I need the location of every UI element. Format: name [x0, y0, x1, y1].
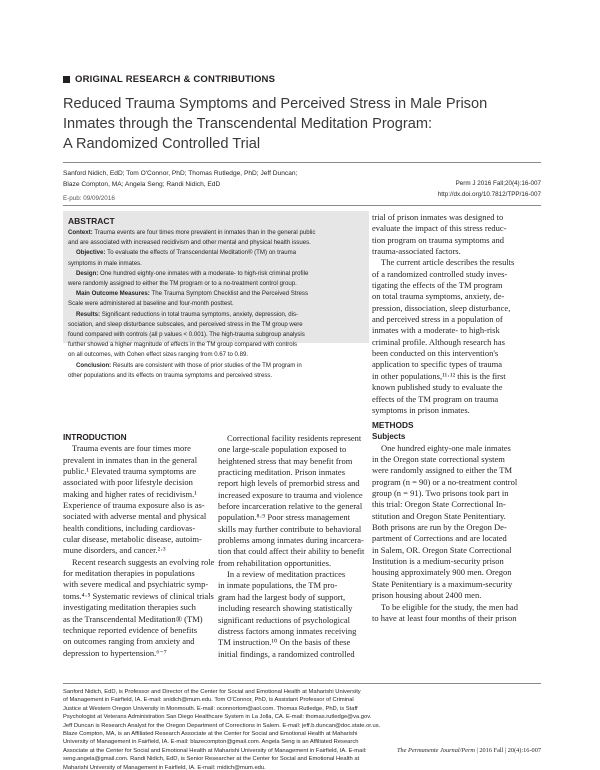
article-title: [63, 94, 543, 154]
text-line: tion program on trauma symptoms and: [372, 234, 504, 245]
text-line: practicing meditation. Prison inmates: [218, 467, 346, 478]
subjects-body: [372, 443, 542, 625]
text-line: seng.angela@gmail.com. Randi Nidich, EdD, is Senior Researcher at the Center for Social and Emotional Health at: [63, 756, 360, 763]
text-line: inmates with a moderate- to high-risk: [372, 325, 500, 336]
abstract-text: One hundred eighty-one inmates with a moderate- to high-risk criminal profile: [100, 269, 309, 277]
text-line: Justice at Western Oregon University in Monmouth. E-mail: oconnortom@aol.com. Thomas Rutledge, PhD, is Staff: [63, 705, 358, 712]
text-line: Both prisons are run by the Oregon De-: [372, 522, 507, 533]
text-line: Associate at the Center for Social and Emotional Health at Maharishi University of Management in Fairfield, IA. E-mail:: [63, 747, 367, 754]
abstract-text: symptoms in male inmates.: [68, 259, 142, 267]
text-line: increased exposure to trauma and violence: [218, 489, 363, 500]
section-label-text: ORIGINAL RESEARCH & CONTRIBUTIONS: [75, 74, 276, 85]
abstract-line: [68, 279, 363, 289]
abstract-text: Results are consistent with those of prior studies of the TM program in: [112, 361, 302, 369]
author-line: Blaze Compton, MA; Angela Seng; Randi Nidich, EdD: [63, 181, 221, 188]
text-line: program (n = 90) or a no-treatment control: [372, 476, 518, 487]
text-line: of a randomized controlled study inves-: [372, 268, 508, 279]
text-line: Correctional facility residents represent: [227, 433, 362, 443]
section-square-icon: [63, 76, 70, 83]
text-line: criminal profile. Although research has: [372, 336, 505, 347]
text-line: TM instruction.¹⁰ On the basis of these: [218, 637, 351, 648]
text-line: from rehabilitation opportunities.: [218, 557, 332, 568]
footer-journal: The Permanente Journal/Perm: [396, 747, 475, 754]
abstract-label: Main Outcome Measures:: [76, 290, 152, 298]
abstract-line: [68, 340, 363, 350]
text-line: public.¹ Elevated trauma symptoms are: [63, 466, 197, 477]
page-footer: [397, 747, 541, 754]
text-line: initial findings, a randomized controlled: [218, 648, 355, 659]
abstract-box: [63, 211, 369, 379]
text-line: application to specific types of trauma: [372, 359, 503, 370]
title-line: Inmates through the Transcendental Meditation Program:: [63, 116, 433, 132]
abstract-text: other populations and its effects on trauma symptoms and perceived stress.: [68, 371, 273, 379]
text-line: significant reductions of psychological: [218, 614, 350, 625]
text-line: as the Transcendental Meditation® (TM): [63, 613, 203, 624]
abstract-line: [68, 371, 363, 381]
text-line: pression, dissociation, sleep disturbance,: [372, 302, 511, 313]
text-line: in Salem, OR. Oregon State Correctional: [372, 544, 512, 555]
text-line: partment of Corrections and are located: [372, 533, 507, 544]
text-line: symptoms in prison inmates.: [372, 404, 470, 415]
text-line: mune disorders, and cancer.²·³: [63, 545, 166, 556]
title-line: Reduced Trauma Symptoms and Perceived Stress in Male Prison: [63, 96, 488, 112]
abstract-text: Scale were administered at baseline and four-month posttest.: [68, 300, 234, 308]
abstract-label: Results:: [76, 310, 102, 318]
abstract-line: [68, 259, 363, 269]
text-line: associated with poor lifestyle decision: [63, 477, 193, 488]
abstract-line: [68, 330, 363, 340]
text-line: Maharishi University of Management in Fairfield, IA. E-mail: rnidich@mum.edu.: [63, 764, 266, 770]
abstract-line: [68, 238, 363, 248]
text-line: population.⁸·⁹ Poor stress management: [218, 512, 350, 523]
footer-issue: | 2016 Fall | 20(4):16-007: [474, 747, 541, 754]
text-line: been conducted on this intervention's: [372, 348, 499, 359]
text-line: housing approximately 900 men. Oregon: [372, 567, 512, 578]
divider: [63, 162, 541, 163]
abstract-line: [68, 320, 363, 330]
text-line: Jeff Duncan is Research Analyst for the Oregon Department of Corrections in Salem. E-mail: jeff.b.duncan@doc.state.or.us.: [63, 722, 381, 729]
citation: [438, 179, 541, 200]
text-line: One hundred eighty-one male inmates: [381, 442, 511, 453]
abstract-text: and are associated with increased recidivism and other mental and physical health issues.: [68, 239, 311, 247]
text-line: known published study to evaluate the: [372, 382, 503, 393]
abstract-text: found compared with controls (all p values < 0.001). The high-trauma subgroup analysis: [68, 331, 305, 339]
text-line: this trial: Oregon State Correctional In-: [372, 499, 506, 510]
title-line: A Randomized Controlled Trial: [63, 136, 261, 152]
text-line: group (n = 91). Two prisons took part in: [372, 488, 509, 499]
text-line: for meditation therapies in populations: [63, 568, 195, 579]
abstract-line: [68, 361, 363, 371]
text-line: health conditions, including cardiovas-: [63, 522, 196, 533]
text-line: one large-scale population exposed to: [218, 444, 347, 455]
citation-doi: http://dx.doi.org/10.7812/TPP/16-007: [437, 190, 541, 198]
text-line: Blaze Compton, MA, is an Affiliated Research Associate at the Center for Social and Emotional Health at Maharishi: [63, 731, 358, 738]
text-line: prison housing about 2400 men.: [372, 590, 482, 601]
text-line: University of Management in Fairfield, IA. E-mail: blazecompton@gmail.com. Angela Seng is an Affiliated Research: [63, 739, 359, 746]
abstract-text: on all outcomes, with Cohen effect sizes ranging from 0.67 to 0.89.: [68, 351, 249, 359]
author-line: Sanford Nidich, EdD; Tom O'Connor, PhD; Thomas Rutledge, PhD; Jeff Duncan;: [63, 170, 298, 177]
right-column-top: [372, 212, 542, 416]
text-line: trial of prison inmates was designed to: [372, 212, 504, 222]
abstract-heading: ABSTRACT: [68, 216, 115, 226]
text-line: heightened stress that may benefit from: [218, 455, 353, 466]
text-line: Experience of trauma exposure also is as-: [63, 500, 205, 511]
abstract-label: Conclusion:: [76, 361, 113, 369]
text-line: in other populations,¹¹·¹² this is the first: [372, 370, 506, 381]
text-line: including research showing statistically: [218, 603, 353, 614]
text-line: sociated with adverse mental and physical: [63, 511, 207, 522]
abstract-text: The Trauma Symptom Checklist and the Perceived Stress: [151, 290, 308, 298]
text-line: tion that could affect their ability to benefit: [218, 546, 365, 557]
text-line: Recent research suggests an evolving role: [72, 556, 215, 567]
text-line: in the Oregon state correctional system: [372, 454, 505, 465]
text-line: investigating meditation therapies such: [63, 602, 196, 613]
middle-column: [218, 433, 368, 660]
text-line: toms.⁴·⁵ Systematic reviews of clinical trials: [63, 590, 214, 601]
abstract-line: [68, 269, 363, 279]
text-line: in inmate populations, the TM pro-: [218, 580, 338, 591]
methods-heading: METHODS: [372, 420, 414, 430]
text-line: Sanford Nidich, EdD, is Professor and Director of the Center for Social and Emotional Health at Maharishi University: [63, 689, 361, 695]
text-line: evaluate the impact of this stress reduc-: [372, 223, 507, 234]
divider: [63, 205, 541, 206]
text-line: on outcomes ranging from anxiety and: [63, 636, 195, 647]
abstract-line: [68, 350, 363, 360]
text-line: with severe medical and psychiatric symp-: [63, 579, 209, 590]
introduction-heading: INTRODUCTION: [63, 432, 127, 442]
text-line: depression to hypertension.⁶⁻⁷: [63, 647, 167, 658]
introduction-section: [63, 432, 213, 659]
methods-section: [372, 420, 542, 624]
text-line: effects of the TM program on trauma: [372, 393, 499, 404]
abstract-text: Significant reductions in total trauma symptoms, anxiety, depression, dis-: [101, 310, 299, 318]
text-line: making and higher rates of recidivism.¹: [63, 488, 197, 499]
abstract-line: [68, 248, 363, 258]
abstract-text: further showed a higher magnitude of effects in the TM group compared with controls: [68, 341, 298, 349]
text-line: skills may further contribute to behavioral: [218, 523, 362, 534]
text-line: distress factors among inmates receiving: [218, 625, 357, 636]
text-line: Psychologist at Veterans Administration San Diego Healthcare System in La Jolla, CA. E-mail: thomas.rutledge@va.gov.: [63, 714, 372, 721]
text-line: tigating the effects of the TM program: [372, 280, 503, 291]
text-line: To be eligible for the study, the men had: [381, 601, 518, 612]
text-line: and perceived stress in a population of: [372, 314, 503, 325]
abstract-line: [68, 289, 363, 299]
abstract-text: were randomly assigned to either the TM program or to a no-treatment control group.: [68, 280, 297, 288]
divider: [63, 683, 541, 684]
abstract-text: Trauma events are four times more prevalent in inmates than in the general public: [94, 229, 316, 236]
text-line: The current article describes the results: [381, 257, 515, 268]
subjects-heading: Subjects: [372, 432, 406, 442]
abstract-text: sociation, and sleep disturbance subscales, and perceived stress in the TM group were: [68, 320, 303, 328]
text-line: were randomly assigned to either the TM: [372, 465, 513, 476]
text-line: before incarceration relative to the general: [218, 501, 363, 512]
abstract-label: Design:: [76, 269, 101, 277]
text-line: technique reported evidence of benefits: [63, 624, 198, 635]
text-line: to have at least four months of their prison: [372, 612, 517, 623]
text-line: prevalent in inmates than in the general: [63, 454, 198, 465]
text-line: Institution is a medium-security prison: [372, 556, 504, 567]
text-line: cular disease, metabolic disease, autoim-: [63, 534, 202, 545]
abstract-label: Objective:: [76, 249, 108, 257]
author-list: [63, 168, 393, 190]
abstract-body: [68, 228, 363, 381]
text-line: Trauma events are four times more: [72, 443, 191, 454]
abstract-line: [68, 299, 363, 309]
text-line: In a review of meditation practices: [227, 569, 346, 580]
author-footnote: [63, 688, 541, 770]
text-line: trauma-associated factors.: [372, 246, 461, 257]
text-line: problems among inmates during incarcera-: [218, 535, 364, 546]
text-line: report high levels of premorbid stress and: [218, 478, 360, 489]
abstract-line: [68, 228, 363, 238]
text-line: of Management in Fairfield, IA. E-mail: snidich@mum.edu. Tom O'Connor, PhD, is Assistant Professor of Criminal: [63, 697, 354, 704]
abstract-label: Context:: [68, 229, 95, 236]
section-label: [63, 74, 275, 85]
text-line: gram had the largest body of support,: [218, 591, 346, 602]
citation-journal: Perm J 2016 Fall;20(4):16-007: [455, 180, 541, 187]
text-line: State Penitentiary is a maximum-security: [372, 578, 513, 589]
introduction-body: [63, 443, 213, 659]
text-line: stitution and Oregon State Penitentiary.: [372, 510, 506, 521]
abstract-line: [68, 310, 363, 320]
epub-date: E-pub: 09/09/2016: [63, 195, 115, 202]
abstract-text: To evaluate the effects of Transcendental Meditation® (TM) on trauma: [107, 249, 297, 257]
text-line: on total trauma symptoms, anxiety, de-: [372, 291, 505, 302]
